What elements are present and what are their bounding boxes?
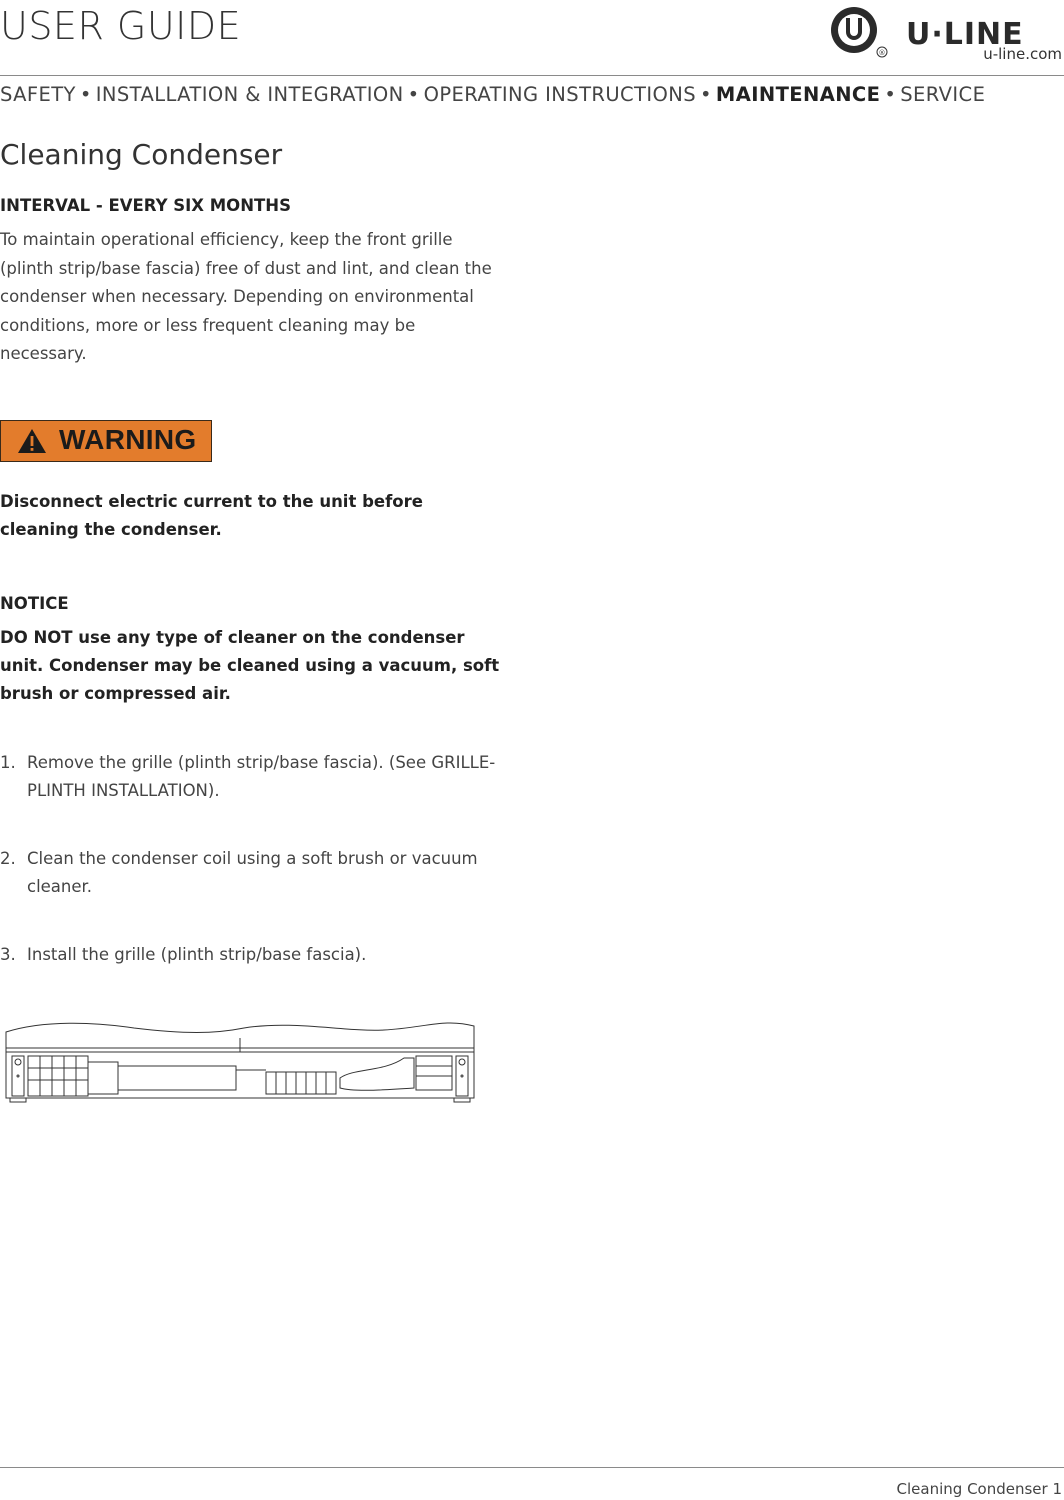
section-nav (0, 83, 985, 106)
nav-separator: • (407, 83, 420, 106)
step-number: 3. (0, 945, 16, 964)
step-text: Install the grille (plinth strip/base fascia). (27, 945, 367, 964)
nav-item-service[interactable]: SERVICE (900, 83, 986, 106)
condenser-base-illustration (4, 1018, 478, 1104)
nav-separator: • (884, 83, 897, 106)
page-heading: Cleaning Condenser (0, 138, 283, 171)
nav-separator: • (79, 83, 92, 106)
warning-triangle-icon (17, 428, 47, 454)
step-number: 2. (0, 849, 16, 868)
nav-item-installation[interactable]: INSTALLATION & INTEGRATION (95, 83, 404, 106)
registered-mark: ® (878, 49, 886, 57)
intro-paragraph: To maintain operational efficiency, keep the front grille (plinth strip/base fascia) free of dust and lint, and clean the condenser when necessary. Depending on environmental conditions, more or less frequent cleaning may be necessary. (0, 230, 492, 363)
warning-banner (0, 420, 212, 462)
nav-item-operating[interactable]: OPERATING INSTRUCTIONS (423, 83, 696, 106)
step-text: Clean the condenser coil using a soft brush or vacuum cleaner. (27, 849, 478, 896)
step-text: Remove the grille (plinth strip/base fascia). (See GRILLE-PLINTH INSTALLATION). (27, 753, 496, 800)
notice-text: DO NOT use any type of cleaner on the condenser unit. Condenser may be cleaned using a vacuum, soft brush or compressed air. (0, 628, 500, 703)
warning-text: Disconnect electric current to the unit before cleaning the condenser. (0, 492, 423, 539)
footer-divider (0, 1467, 1064, 1468)
interval-label: INTERVAL - EVERY SIX MONTHS (0, 196, 291, 215)
website-url[interactable]: u-line.com (983, 45, 1062, 63)
footer-page-label: Cleaning Condenser 1 (896, 1480, 1062, 1498)
nav-item-safety[interactable]: SAFETY (0, 83, 76, 106)
warning-label: WARNING (59, 424, 197, 455)
nav-separator: • (700, 83, 712, 106)
header-divider (0, 75, 1064, 76)
nav-item-maintenance[interactable]: MAINTENANCE (715, 83, 881, 106)
step-number: 1. (0, 753, 16, 772)
notice-title: NOTICE (0, 594, 69, 613)
brand-wordmark: U·LINE (906, 17, 1024, 52)
document-title: USER GUIDE (0, 4, 242, 48)
